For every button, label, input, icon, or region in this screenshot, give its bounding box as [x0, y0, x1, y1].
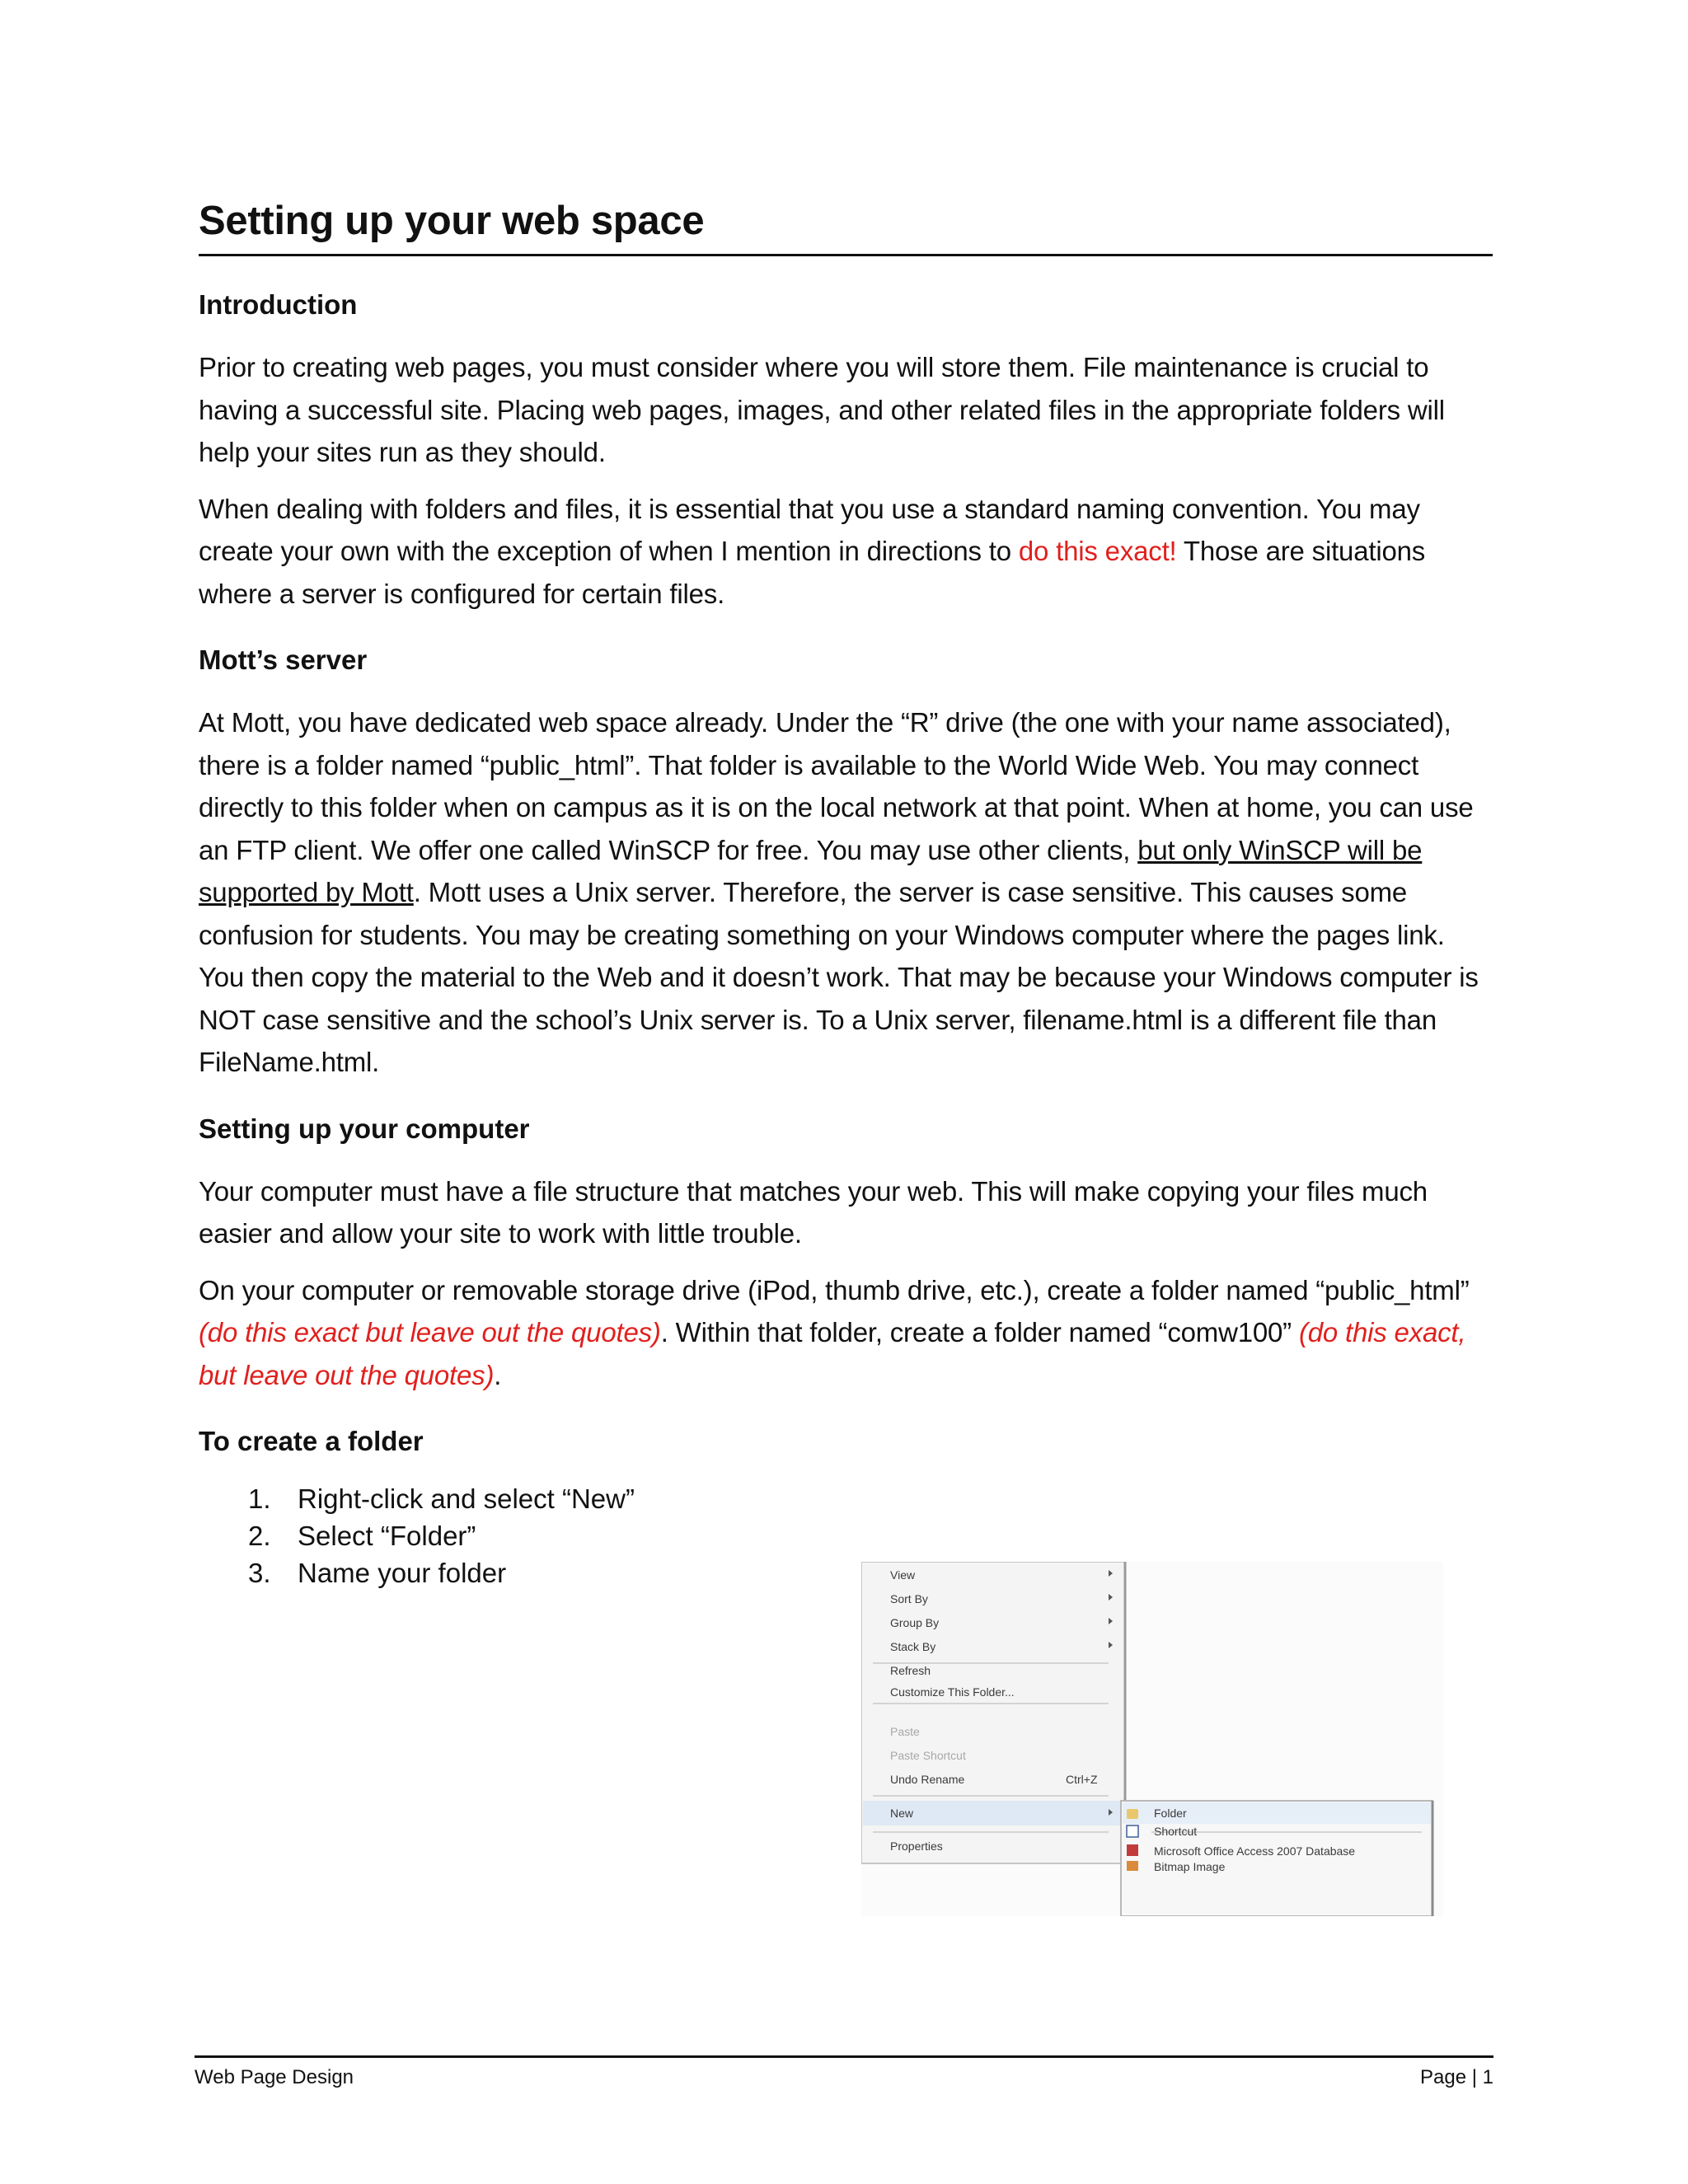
comw100-note: (do this exact, but leave out the quotes) [199, 1317, 1466, 1390]
menu-item-undo-rename[interactable]: Undo Rename [890, 1773, 965, 1786]
intro-2-text-end: Those are situations where a server is configured for certain files. [199, 536, 1426, 609]
paragraph-intro-1: Prior to creating web pages, you must consider where you will store them. File maintenance is crucial to having a successful site. Placing web pages, images, and other related files in the appropriate folders will help your sites run as they should. [199, 352, 1445, 467]
paragraph-computer-2 [199, 1269, 1493, 1397]
step-number: 3. [248, 1558, 271, 1588]
menu-item-group-by[interactable]: Group By [890, 1616, 940, 1629]
server-text-end: . Mott uses a Unix server. Therefore, the server is case sensitive. This causes some confusion for students. You may be creating something on your Windows computer where the pages link. You then copy the material to the Web and it doesn’t work. That may be because your Windows computer is NOT case sensitive and the school’s Unix server is. To a Unix server, filename.html is a different file than FileName.html. [199, 877, 1479, 1077]
menu-item-refresh[interactable]: Refresh [890, 1664, 931, 1677]
paragraph-intro-2 [199, 488, 1493, 616]
menu-item-properties[interactable]: Properties [890, 1840, 943, 1853]
computer-2-text-a: On your computer or removable storage drive (iPod, thumb drive, etc.), create a folder named “public_html” [199, 1274, 1470, 1305]
footer-page-number: Page | 1 [1420, 2066, 1493, 2088]
winscp-support-note: but only WinSCP will be supported by Mott [199, 834, 1423, 907]
heading-setting-up-computer: Setting up your computer [199, 1113, 530, 1144]
public-html-note: (do this exact but leave out the quotes) [199, 1317, 661, 1347]
shortcut-icon [1127, 1825, 1138, 1837]
menu-item-paste-shortcut: Paste Shortcut [890, 1749, 966, 1762]
heading-introduction: Introduction [199, 289, 358, 320]
step-number: 1. [248, 1483, 271, 1514]
menu-item-customize[interactable]: Customize This Folder... [890, 1685, 1015, 1699]
menu-item-sort-by[interactable]: Sort By [890, 1592, 928, 1605]
paragraph-computer-1: Your computer must have a file structure that matches your web. This will make copying your files much easier and allow your site to work with little trouble. [199, 1175, 1428, 1249]
context-menu-illustration [861, 1562, 1443, 1916]
menu-item-stack-by[interactable]: Stack By [890, 1640, 936, 1653]
page-footer [195, 2055, 1493, 2089]
bitmap-image-icon [1127, 1861, 1138, 1871]
context-menu-screenshot [861, 1562, 1443, 1916]
menu-item-view[interactable]: View [890, 1568, 916, 1582]
submenu-item-bitmap-image[interactable]: Bitmap Image [1154, 1860, 1226, 1873]
list-item [248, 1517, 1493, 1554]
menu-item-paste: Paste [890, 1725, 920, 1738]
step-number: 2. [248, 1521, 271, 1551]
paragraph-server [199, 701, 1493, 1084]
step-text: Right-click and select “New” [298, 1483, 635, 1514]
server-text: At Mott, you have dedicated web space already. Under the “R” drive (the one with your name associated), there is a folder named “public_html”. That folder is available to the World Wide Web. You may connect directly to this folder when on campus as it is on the local network at that point. When at home, you can use an FTP client. We offer one called WinSCP for free. You may use other clients, [199, 707, 1474, 865]
computer-2-text-c: . [494, 1359, 502, 1390]
submenu-item-access-database[interactable]: Microsoft Office Access 2007 Database [1154, 1844, 1356, 1858]
step-text: Name your folder [298, 1558, 507, 1588]
folder-icon [1127, 1809, 1138, 1819]
access-database-icon [1127, 1844, 1138, 1856]
menu-item-new[interactable]: New [890, 1807, 914, 1820]
page-title: Setting up your web space [199, 198, 1493, 256]
footer-left: Web Page Design [195, 2066, 354, 2088]
submenu-item-shortcut[interactable]: Shortcut [1154, 1825, 1198, 1838]
step-text: Select “Folder” [298, 1521, 476, 1551]
undo-shortcut: Ctrl+Z [1066, 1773, 1098, 1786]
do-this-exact-note: do this exact! [1018, 536, 1177, 566]
intro-2-text: When dealing with folders and files, it is essential that you use a standard naming convention. You may create your own with the exception of when I mention in directions to [199, 493, 1420, 566]
list-item [248, 1480, 1493, 1517]
computer-2-text-b: . Within that folder, create a folder named “comw100” [660, 1317, 1299, 1347]
submenu-item-folder[interactable]: Folder [1154, 1807, 1187, 1820]
heading-motts-server: Mott’s server [199, 644, 368, 675]
document-body [199, 198, 1493, 1591]
heading-create-folder: To create a folder [199, 1426, 424, 1456]
